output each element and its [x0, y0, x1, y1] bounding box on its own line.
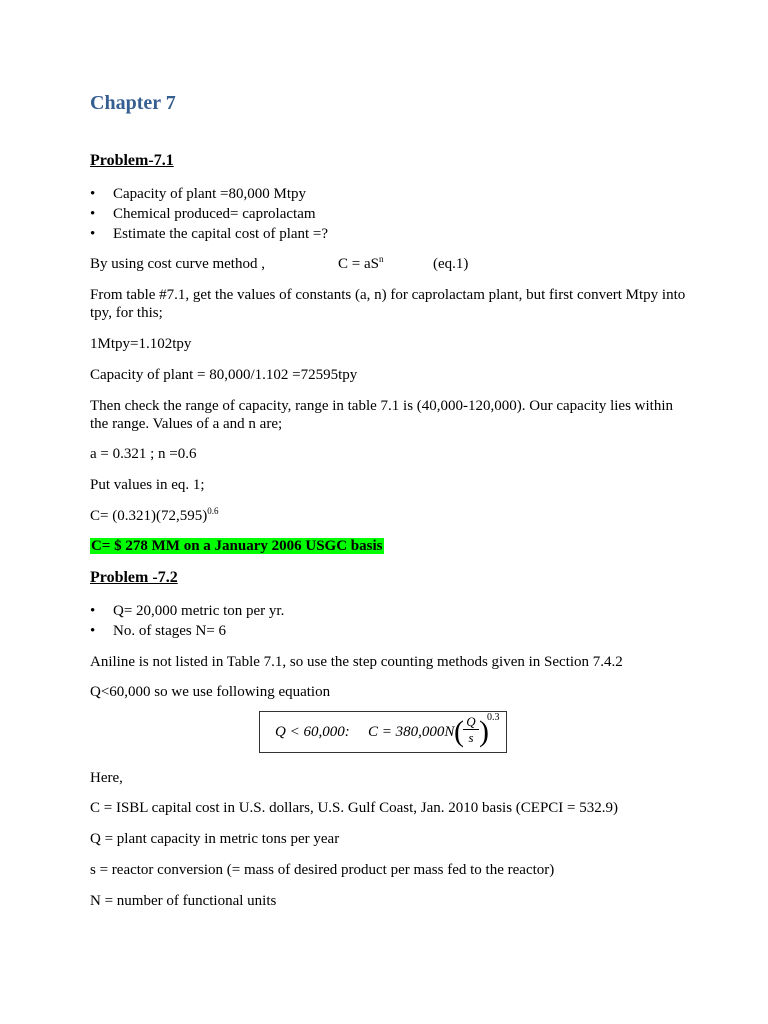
definition-s: s = reactor conversion (= mass of desired product per mass fed to the reactor) — [90, 862, 555, 878]
problem-7-2-bullets — [90, 601, 284, 641]
definition-q: Q = plant capacity in metric tons per year — [90, 831, 340, 847]
definition-n: N = number of functional units — [90, 893, 277, 909]
problem-7-1-bullets — [90, 184, 328, 244]
result-highlight: C= $ 278 MM on a January 2006 USGC basis — [91, 538, 383, 554]
capacity-calc: Capacity of plant = 80,000/1.102 =72595tpy — [90, 367, 358, 383]
equation-condition: Q < 60,000: — [275, 724, 350, 740]
problem-7-2-title: Problem -7.2 — [90, 569, 178, 586]
definition-c: C = ISBL capital cost in U.S. dollars, U.S. Gulf Coast, Jan. 2010 basis (CEPCI = 532.9) — [90, 800, 619, 816]
problem-7-1-title: Problem-7.1 — [90, 152, 174, 169]
list-item: • Capacity of plant =80,000 Mtpy — [90, 184, 328, 204]
range-text: Then check the range of capacity, range in table 7.1 is (40,000-120,000). Our capacity lies within the range. Values of a and n are; — [90, 398, 673, 432]
method-line — [90, 255, 265, 273]
equation-rhs: C = 380,000N — [368, 724, 455, 740]
equation-exponent: 0.3 — [487, 712, 500, 723]
here-text: Here, — [90, 770, 123, 786]
put-values-text: Put values in eq. 1; — [90, 477, 205, 493]
condition-text: Q<60,000 so we use following equation — [90, 684, 331, 700]
method-eq-ref: (eq.1) — [433, 256, 469, 272]
conversion-text: 1Mtpy=1.102tpy — [90, 336, 192, 352]
constants-text: a = 0.321 ; n =0.6 — [90, 446, 197, 462]
table-text: From table #7.1, get the values of constants (a, n) for caprolactam plant, but first convert Mtpy into tpy, for this; — [90, 287, 686, 321]
equation-fraction: $\frac{Q}{s}$ — [463, 714, 479, 745]
method-equation: $C = aS^n$ — [338, 254, 384, 272]
method-text: By using cost curve method , — [90, 256, 265, 272]
list-item: • Estimate the capital cost of plant =? — [90, 224, 328, 244]
equation-box: Q < 60,000: C = 380,000N ( $\frac{Q}{s}$ ) 0.3 — [259, 711, 507, 753]
aniline-text: Aniline is not listed in Table 7.1, so use the step counting methods given in Section 7.4.2 — [90, 654, 623, 670]
chapter-title: Chapter 7 — [90, 92, 176, 114]
calculation: $C= (0.321)(72,595)^{0.6}$ — [90, 506, 219, 524]
list-item: • Chemical produced= caprolactam — [90, 204, 328, 224]
list-item: • No. of stages N= 6 — [90, 621, 284, 641]
list-item: • Q= 20,000 metric ton per yr. — [90, 601, 284, 621]
